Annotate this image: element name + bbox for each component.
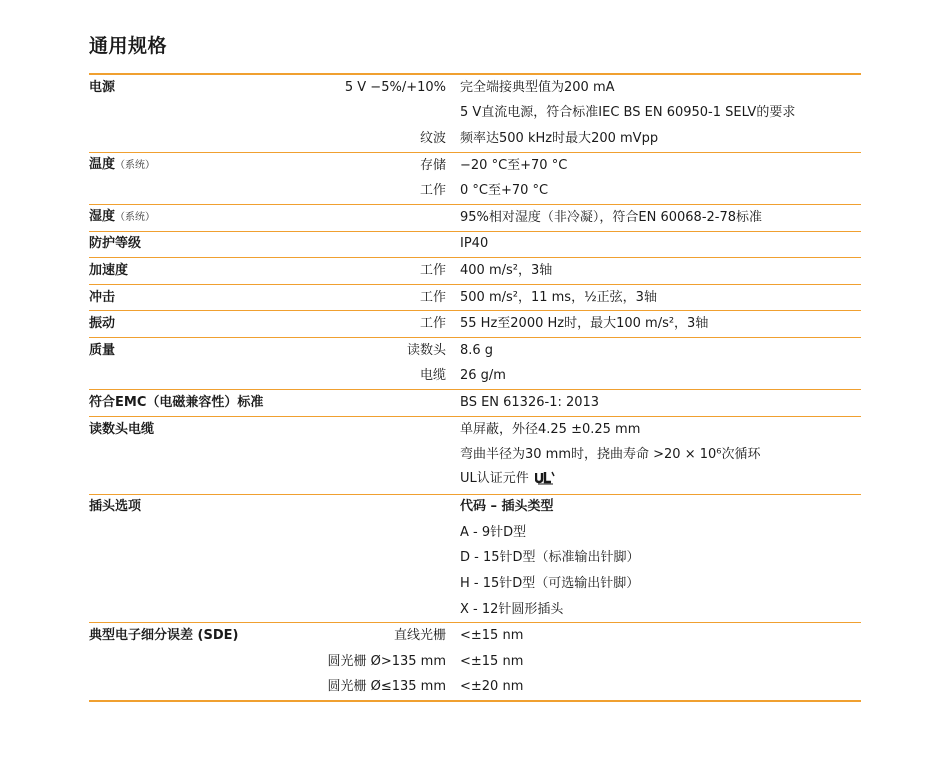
row-sub-label [304,597,460,623]
row-sub-label [304,494,460,520]
row-value: D - 15针D型（标准输出针脚） [460,550,640,566]
table-row [89,311,861,338]
row-value: 0 °C至+70 °C [460,183,549,199]
row-sub-label [304,468,460,494]
row-sub-label: 直线光栅 [304,623,460,649]
row-label-text: 湿度 [89,209,116,225]
row-label: 电源 [89,79,116,95]
row-sub-label: 电缆 [419,368,446,384]
row-sub-label: 存储 [304,152,460,178]
row-label: 防护等级 [89,231,304,258]
row-value: 55 Hz至2000 Hz时，最大100 m/s²，3轴 [460,311,861,338]
row-sub-label: 5 V −5%/+10% [344,79,446,95]
row-sub-label: 工作 [304,284,460,311]
row-label [89,468,304,494]
row-label [89,178,304,204]
row-sub-label [304,571,460,597]
row-sub-label [304,390,460,417]
table-row [89,623,861,649]
row-label [89,675,304,702]
row-sub-label [304,416,460,442]
row-value: 400 m/s²，3轴 [460,258,861,285]
row-value: 弯曲半径为30 mm时，挠曲寿命 >20 × 10⁶次循环 [460,447,761,463]
row-label [89,204,304,231]
row-label: 典型电子细分误差 (SDE) [89,623,304,649]
table-row [89,675,861,702]
row-label-note: （系统） [115,160,156,172]
row-sub-label [304,520,460,546]
ul-recognized-mark-icon [535,471,555,490]
row-label [89,126,304,152]
row-sub-label [304,204,460,231]
table-row [89,520,861,546]
table-row [89,101,861,127]
row-label-text: 温度 [89,157,116,173]
row-sub-label: 工作 [419,183,446,199]
table-row [89,204,861,231]
row-label [89,649,304,675]
row-label: 质量 [89,337,304,363]
row-value: 完全端接典型值为200 mA [460,79,615,95]
row-value: A - 9针D型 [460,524,527,540]
row-label [89,571,304,597]
spec-table [89,73,861,702]
row-label: 读数头电缆 [89,416,304,442]
row-value: X - 12针圆形插头 [460,601,564,617]
table-row [89,416,861,442]
row-sub-label [304,101,460,127]
table-row [89,597,861,623]
row-value: 频率达500 kHz时最大200 mVpp [460,130,659,146]
row-label [89,597,304,623]
row-label [89,520,304,546]
table-row [89,442,861,468]
row-value: IP40 [460,231,861,258]
row-label: 符合EMC（电磁兼容性）标准 [89,390,304,417]
row-value: 26 g/m [460,368,506,384]
row-label: 振动 [89,311,304,338]
row-value: 8.6 g [460,337,861,363]
table-row [89,364,861,390]
row-label: 插头选项 [89,494,304,520]
row-sub-label [304,546,460,572]
row-sub-label: 工作 [304,258,460,285]
table-row [89,126,861,152]
page-title: 通用规格 [89,35,168,57]
table-row [89,390,861,417]
row-value: 单屏蔽，外径4.25 ±0.25 mm [460,416,861,442]
row-value: <±15 nm [460,653,524,669]
ul-recognized-text: UL认证元件 [460,471,529,487]
table-row [89,258,861,285]
row-label [89,442,304,468]
row-sub-label: 工作 [304,311,460,338]
row-value: 5 V直流电源，符合标准IEC BS EN 60950-1 SELV的要求 [460,105,796,121]
row-sub-label [304,442,460,468]
table-row [89,649,861,675]
table-row [89,74,861,101]
table-row [89,571,861,597]
table-row [89,468,861,494]
row-value: <±20 nm [460,679,524,695]
row-label: 冲击 [89,284,304,311]
row-label [89,364,304,390]
row-value [460,468,861,494]
table-row [89,337,861,363]
row-sub-label: 读数头 [304,337,460,363]
row-label: 加速度 [89,258,304,285]
table-row [89,178,861,204]
row-sub-label: 圆光栅 Ø≤135 mm [327,679,446,695]
table-row [89,546,861,572]
row-sub-label: 纹波 [419,130,446,146]
row-value: 代码 – 插头类型 [460,494,861,520]
row-sub-label [304,231,460,258]
row-label-note: （系统） [115,212,156,224]
row-value: BS EN 61326-1: 2013 [460,390,861,417]
row-value: H - 15针D型（可选输出针脚） [460,576,640,592]
row-value: 95%相对湿度（非冷凝），符合EN 60068-2-78标准 [460,204,861,231]
row-label [89,101,304,127]
row-value: <±15 nm [460,623,861,649]
row-label [89,546,304,572]
row-sub-label: 圆光栅 Ø>135 mm [327,653,446,669]
table-row [89,152,861,178]
table-row [89,284,861,311]
row-label [89,152,304,178]
table-row [89,494,861,520]
table-row [89,231,861,258]
row-value: 500 m/s²，11 ms，½正弦，3轴 [460,284,861,311]
row-value: −20 °C至+70 °C [460,152,861,178]
